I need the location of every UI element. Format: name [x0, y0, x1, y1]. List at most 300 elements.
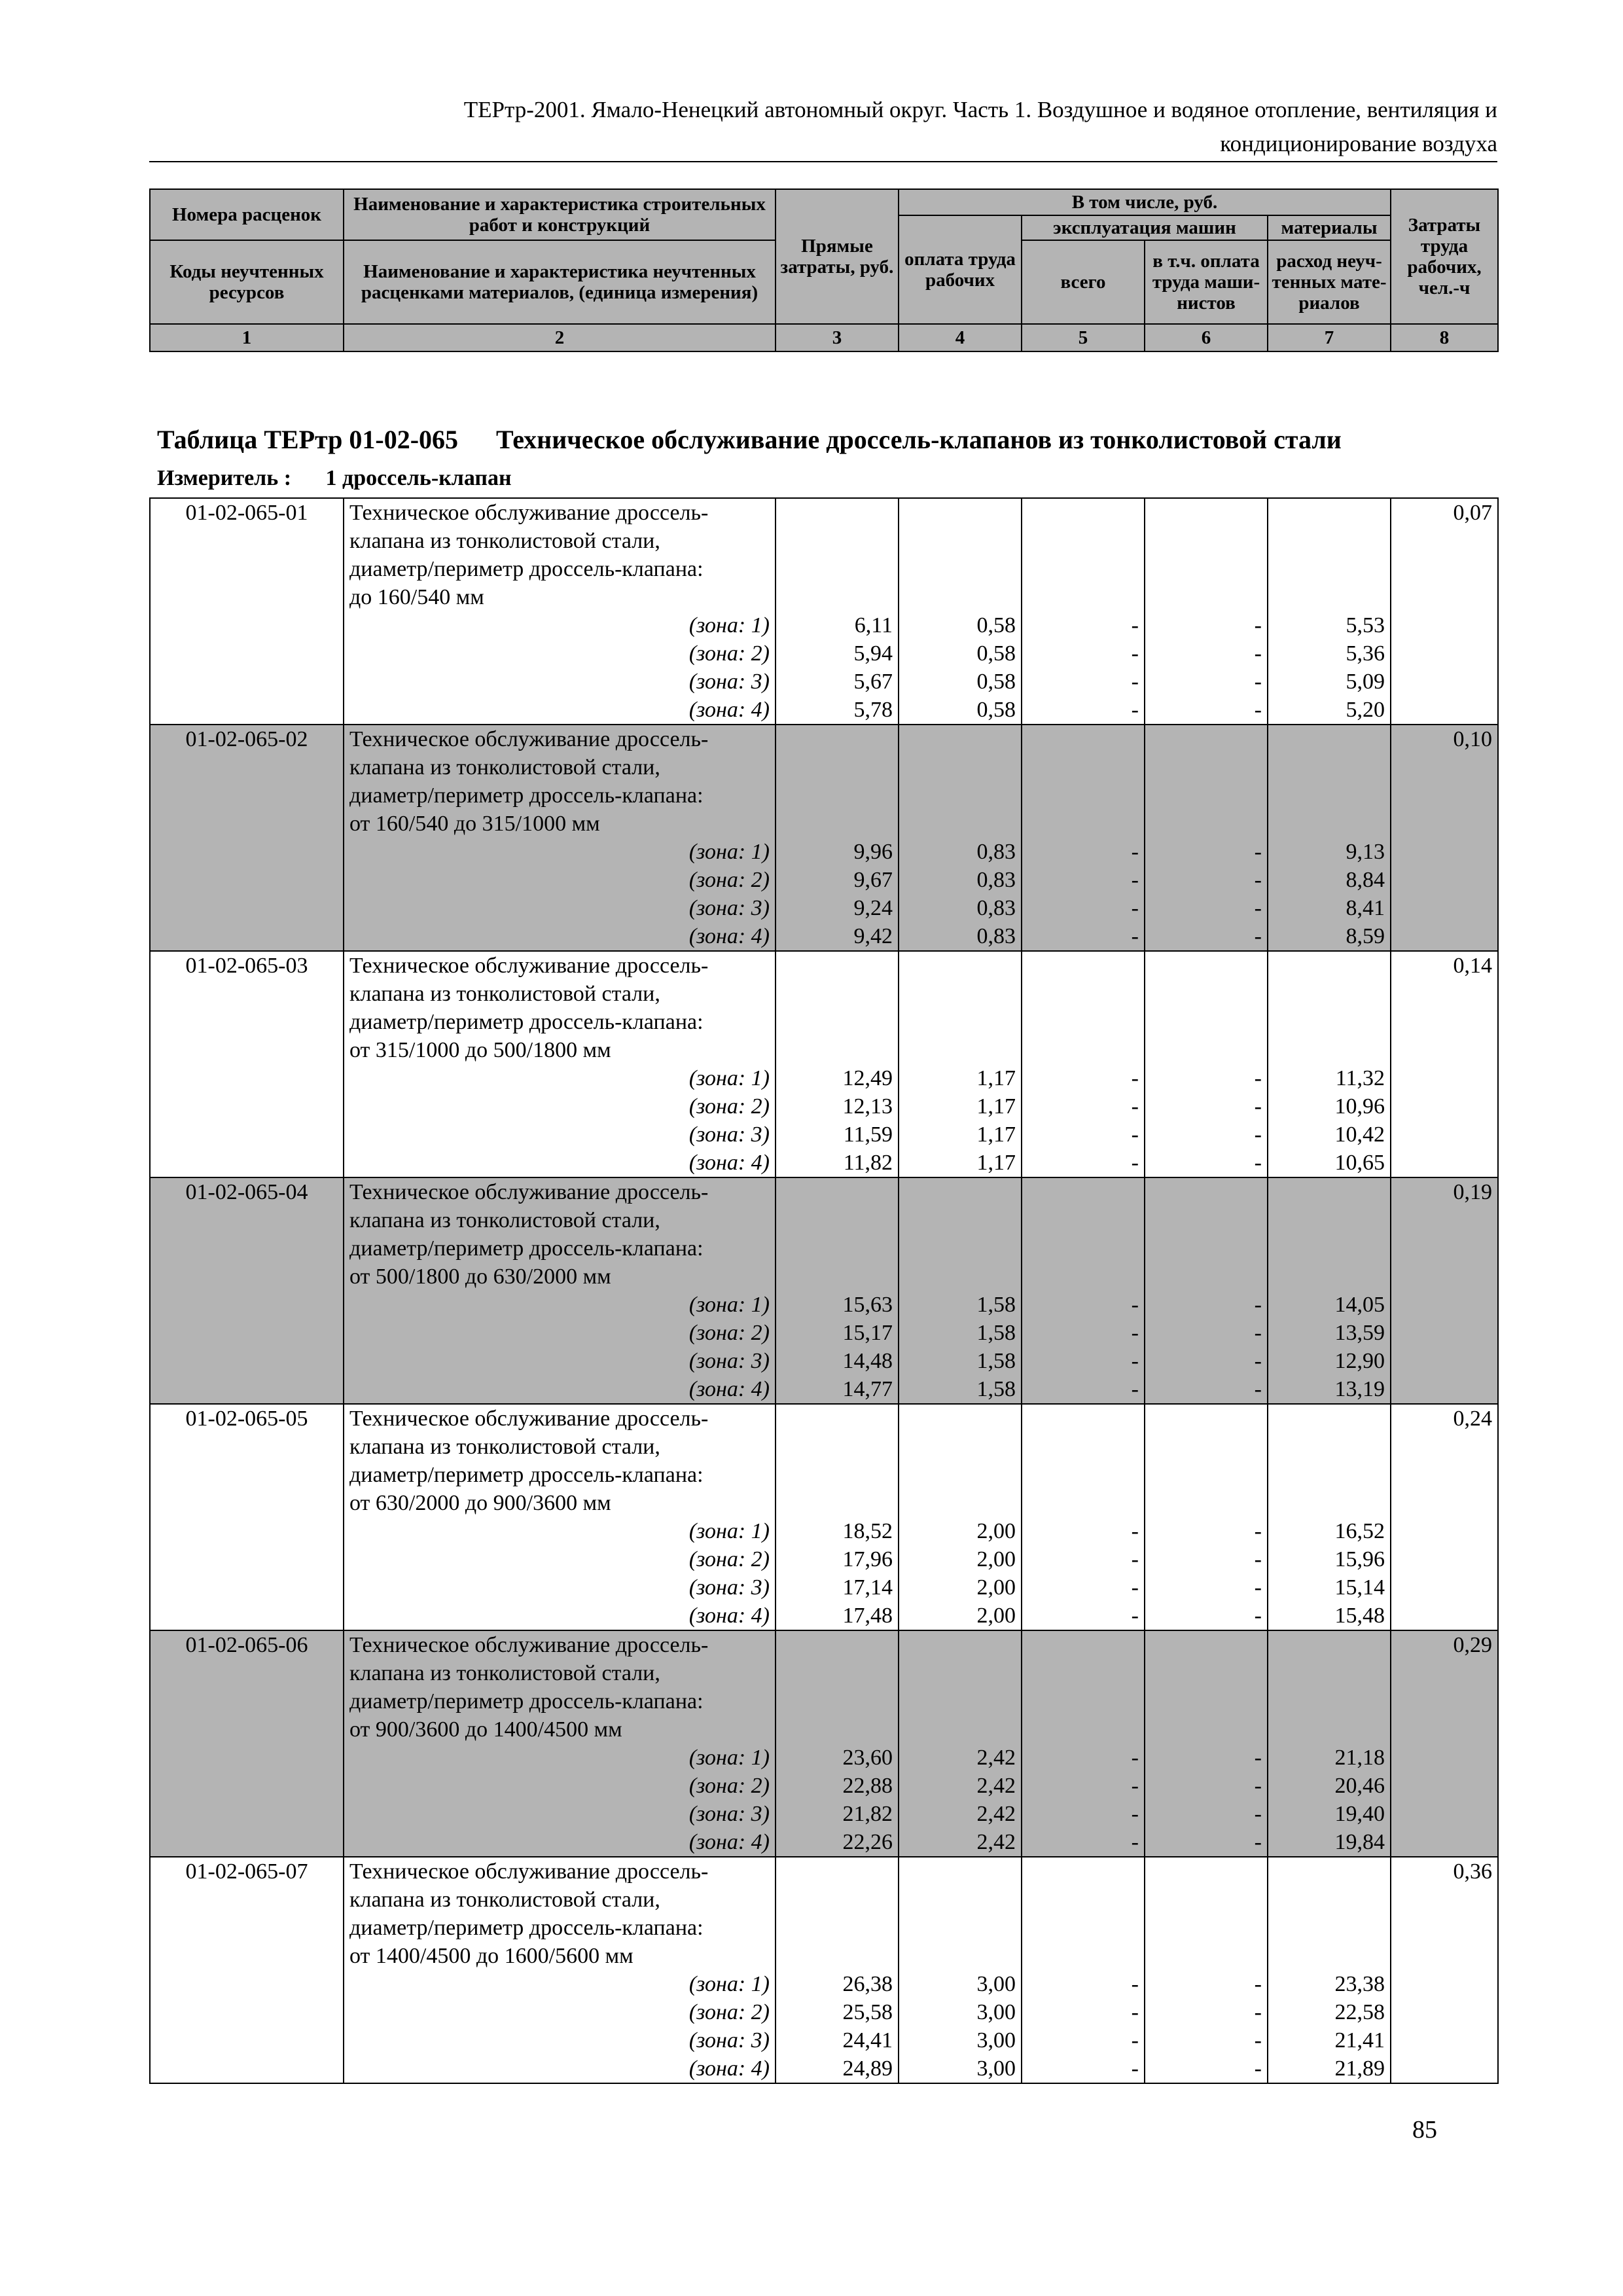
labor-pay: 3,00 [899, 1970, 1022, 1998]
materials-cost: 8,84 [1268, 866, 1391, 894]
empty-cell [776, 583, 899, 611]
labor-pay: 2,42 [899, 1800, 1022, 1828]
materials-cost: 5,53 [1268, 611, 1391, 639]
empty-cell [899, 1404, 1022, 1433]
rate-code [150, 1121, 344, 1149]
empty-cell [776, 781, 899, 810]
empty-cell [776, 1206, 899, 1234]
machinists-pay: - [1145, 639, 1268, 668]
labor-hours [1391, 611, 1498, 639]
zone-label: (зона: 1) [344, 611, 776, 639]
empty-cell [1145, 1461, 1268, 1489]
direct-costs: 9,67 [776, 866, 899, 894]
empty-cell [1145, 1489, 1268, 1517]
empty-cell [1145, 1263, 1268, 1291]
table-row [150, 1942, 1498, 1970]
machines-total: - [1022, 1772, 1145, 1800]
empty-cell [899, 1008, 1022, 1036]
labor-pay: 0,83 [899, 894, 1022, 922]
materials-cost: 8,41 [1268, 894, 1391, 922]
zone-row [150, 1092, 1498, 1121]
zone-row [150, 866, 1498, 894]
machinists-pay: - [1145, 2054, 1268, 2083]
labor-hours [1391, 1942, 1498, 1970]
rate-code [150, 1092, 344, 1121]
rate-code: 01-02-065-06 [150, 1630, 344, 1659]
direct-costs: 5,94 [776, 639, 899, 668]
materials-cost: 15,14 [1268, 1573, 1391, 1602]
labor-pay: 0,58 [899, 668, 1022, 696]
labor-hours [1391, 1970, 1498, 1998]
empty-cell [1145, 810, 1268, 838]
labor-pay: 1,58 [899, 1347, 1022, 1375]
materials-cost: 10,96 [1268, 1092, 1391, 1121]
rate-code [150, 639, 344, 668]
rate-code [150, 1800, 344, 1828]
empty-cell [1268, 527, 1391, 555]
rate-code [150, 1263, 344, 1291]
direct-costs: 22,26 [776, 1828, 899, 1857]
empty-cell [1145, 498, 1268, 527]
empty-cell [1268, 1008, 1391, 1036]
labor-hours: 0,29 [1391, 1630, 1498, 1659]
empty-cell [776, 1942, 899, 1970]
zone-row [150, 922, 1498, 951]
direct-costs: 22,88 [776, 1772, 899, 1800]
empty-cell [899, 1715, 1022, 1744]
machines-total: - [1022, 1517, 1145, 1545]
rate-description-line: диаметр/периметр дроссель-клапана: [344, 1914, 776, 1942]
labor-hours [1391, 1602, 1498, 1630]
empty-cell [776, 1886, 899, 1914]
empty-cell [1022, 1659, 1145, 1687]
empty-cell [776, 1433, 899, 1461]
empty-cell [1268, 810, 1391, 838]
zone-label: (зона: 3) [344, 1121, 776, 1149]
rate-code [150, 1517, 344, 1545]
machinists-pay: - [1145, 1772, 1268, 1800]
rate-code [150, 1659, 344, 1687]
empty-cell [1022, 498, 1145, 527]
empty-cell [1022, 1914, 1145, 1942]
labor-pay: 2,42 [899, 1744, 1022, 1772]
zone-row [150, 1800, 1498, 1828]
header-line-1: ТЕРтр-2001. Ямало-Ненецкий автономный округ. Часть 1. Воздушное и водяное отопление, вентиляция и [463, 97, 1497, 122]
rate-code [150, 611, 344, 639]
empty-cell [1022, 781, 1145, 810]
zone-label: (зона: 4) [344, 1149, 776, 1177]
direct-costs: 12,49 [776, 1064, 899, 1092]
machines-total: - [1022, 611, 1145, 639]
rate-code [150, 1461, 344, 1489]
table-row [150, 583, 1498, 611]
rate-code: 01-02-065-01 [150, 498, 344, 527]
materials-cost: 16,52 [1268, 1517, 1391, 1545]
materials-cost: 21,41 [1268, 2026, 1391, 2054]
zone-row [150, 1149, 1498, 1177]
zone-label: (зона: 1) [344, 1970, 776, 1998]
direct-costs: 9,96 [776, 838, 899, 866]
table-row [150, 1206, 1498, 1234]
rate-description-line: диаметр/периметр дроссель-клапана: [344, 781, 776, 810]
zone-label: (зона: 2) [344, 1319, 776, 1347]
rate-code [150, 922, 344, 951]
table-row [150, 1886, 1498, 1914]
empty-cell [1268, 1234, 1391, 1263]
machines-total: - [1022, 1998, 1145, 2026]
rate-code [150, 1573, 344, 1602]
empty-cell [1145, 1659, 1268, 1687]
empty-cell [899, 1036, 1022, 1064]
empty-cell [1145, 1942, 1268, 1970]
labor-hours [1391, 1489, 1498, 1517]
labor-hours [1391, 1461, 1498, 1489]
empty-cell [899, 1263, 1022, 1291]
zone-row [150, 2026, 1498, 2054]
table-row [150, 1263, 1498, 1291]
rate-code [150, 1998, 344, 2026]
materials-cost: 19,40 [1268, 1800, 1391, 1828]
column-number: 4 [899, 324, 1022, 351]
empty-cell [1022, 1886, 1145, 1914]
empty-cell [1022, 1461, 1145, 1489]
machinists-pay: - [1145, 922, 1268, 951]
rate-code [150, 1347, 344, 1375]
empty-cell [899, 1886, 1022, 1914]
empty-cell [776, 1857, 899, 1886]
labor-hours [1391, 1914, 1498, 1942]
measure-label: Измеритель : [157, 466, 292, 490]
empty-cell [1022, 951, 1145, 980]
header-resource-name: Наименование и характеристика неучтенных расценками материалов, (единица измерения) [344, 240, 776, 324]
machines-total: - [1022, 1828, 1145, 1857]
direct-costs: 9,24 [776, 894, 899, 922]
zone-label: (зона: 3) [344, 1800, 776, 1828]
machines-total: - [1022, 1121, 1145, 1149]
materials-cost: 22,58 [1268, 1998, 1391, 2026]
empty-cell [776, 1461, 899, 1489]
zone-label: (зона: 4) [344, 922, 776, 951]
rate-group [150, 1404, 1498, 1630]
zone-row [150, 1517, 1498, 1545]
labor-pay: 0,58 [899, 696, 1022, 725]
table-row [150, 1715, 1498, 1744]
rate-code [150, 1206, 344, 1234]
empty-cell [1022, 1263, 1145, 1291]
labor-pay: 1,58 [899, 1375, 1022, 1404]
empty-cell [1268, 1433, 1391, 1461]
rate-description-line: клапана из тонколистовой стали, [344, 753, 776, 781]
empty-cell [1268, 951, 1391, 980]
machines-total: - [1022, 1319, 1145, 1347]
empty-cell [776, 1177, 899, 1206]
labor-hours [1391, 527, 1498, 555]
direct-costs: 24,41 [776, 2026, 899, 2054]
column-number: 7 [1268, 324, 1391, 351]
rate-code [150, 838, 344, 866]
machines-total: - [1022, 1064, 1145, 1092]
labor-hours [1391, 1573, 1498, 1602]
empty-cell [1145, 753, 1268, 781]
rate-description-line: от 160/540 до 315/1000 мм [344, 810, 776, 838]
rate-code [150, 2054, 344, 2083]
zone-label: (зона: 3) [344, 894, 776, 922]
column-number: 5 [1022, 324, 1145, 351]
table-row [150, 1489, 1498, 1517]
table-row [150, 951, 1498, 980]
rate-description-line: Техническое обслуживание дроссель- [344, 951, 776, 980]
empty-cell [1022, 555, 1145, 583]
labor-hours [1391, 1149, 1498, 1177]
empty-cell [1022, 753, 1145, 781]
zone-row [150, 1573, 1498, 1602]
empty-cell [1022, 1036, 1145, 1064]
zone-label: (зона: 2) [344, 1545, 776, 1573]
zone-row [150, 611, 1498, 639]
rate-code [150, 1291, 344, 1319]
header-machines-total: всего [1022, 240, 1145, 324]
empty-cell [1145, 1914, 1268, 1942]
labor-hours [1391, 1886, 1498, 1914]
machines-total: - [1022, 1545, 1145, 1573]
empty-cell [1268, 1036, 1391, 1064]
labor-hours [1391, 753, 1498, 781]
table-row [150, 781, 1498, 810]
labor-hours: 0,36 [1391, 1857, 1498, 1886]
materials-cost: 10,42 [1268, 1121, 1391, 1149]
materials-cost: 14,05 [1268, 1291, 1391, 1319]
direct-costs: 11,82 [776, 1149, 899, 1177]
materials-cost: 20,46 [1268, 1772, 1391, 1800]
labor-hours [1391, 555, 1498, 583]
table-row [150, 498, 1498, 527]
zone-row [150, 1772, 1498, 1800]
rate-group [150, 725, 1498, 951]
labor-hours: 0,10 [1391, 725, 1498, 753]
empty-cell [776, 1263, 899, 1291]
machinists-pay: - [1145, 1064, 1268, 1092]
empty-cell [899, 980, 1022, 1008]
empty-cell [899, 1857, 1022, 1886]
empty-cell [776, 810, 899, 838]
rate-description-line: клапана из тонколистовой стали, [344, 527, 776, 555]
labor-pay: 1,17 [899, 1064, 1022, 1092]
direct-costs: 26,38 [776, 1970, 899, 1998]
rates-table [149, 497, 1499, 2084]
machinists-pay: - [1145, 1998, 1268, 2026]
empty-cell [776, 1659, 899, 1687]
labor-hours: 0,07 [1391, 498, 1498, 527]
direct-costs: 17,14 [776, 1573, 899, 1602]
direct-costs: 15,63 [776, 1291, 899, 1319]
empty-cell [899, 1489, 1022, 1517]
table-row [150, 810, 1498, 838]
labor-hours [1391, 1772, 1498, 1800]
header-rate-numbers: Номера расценок [150, 189, 344, 240]
table-row [150, 1630, 1498, 1659]
labor-hours [1391, 1206, 1498, 1234]
rate-description-line: до 160/540 мм [344, 583, 776, 611]
machinists-pay: - [1145, 1602, 1268, 1630]
direct-costs: 12,13 [776, 1092, 899, 1121]
column-number: 6 [1145, 324, 1268, 351]
rate-description-line: от 500/1800 до 630/2000 мм [344, 1263, 776, 1291]
labor-hours: 0,14 [1391, 951, 1498, 980]
labor-pay: 2,00 [899, 1545, 1022, 1573]
labor-pay: 0,58 [899, 611, 1022, 639]
column-number: 8 [1391, 324, 1498, 351]
direct-costs: 6,11 [776, 611, 899, 639]
empty-cell [1268, 1263, 1391, 1291]
empty-cell [1022, 1177, 1145, 1206]
rate-description-line: Техническое обслуживание дроссель- [344, 1630, 776, 1659]
labor-hours [1391, 810, 1498, 838]
empty-cell [899, 1630, 1022, 1659]
empty-cell [899, 498, 1022, 527]
labor-pay: 2,42 [899, 1772, 1022, 1800]
table-row [150, 1036, 1498, 1064]
zone-row [150, 894, 1498, 922]
machinists-pay: - [1145, 1375, 1268, 1404]
rate-code [150, 810, 344, 838]
empty-cell [1145, 980, 1268, 1008]
header-direct-costs: Прямые затраты, руб. [776, 189, 899, 324]
machines-total: - [1022, 639, 1145, 668]
direct-costs: 21,82 [776, 1800, 899, 1828]
rate-code [150, 2026, 344, 2054]
labor-pay: 1,17 [899, 1149, 1022, 1177]
empty-cell [1022, 1715, 1145, 1744]
empty-cell [899, 725, 1022, 753]
materials-cost: 12,90 [1268, 1347, 1391, 1375]
labor-pay: 0,83 [899, 922, 1022, 951]
rate-group [150, 951, 1498, 1177]
rate-group [150, 1177, 1498, 1404]
materials-cost: 19,84 [1268, 1828, 1391, 1857]
empty-cell [1145, 1886, 1268, 1914]
empty-cell [899, 1942, 1022, 1970]
labor-pay: 2,00 [899, 1602, 1022, 1630]
rate-description-line: Техническое обслуживание дроссель- [344, 725, 776, 753]
empty-cell [776, 1008, 899, 1036]
empty-cell [1268, 1489, 1391, 1517]
empty-cell [899, 1234, 1022, 1263]
rate-description-line: клапана из тонколистовой стали, [344, 1659, 776, 1687]
empty-cell [1022, 810, 1145, 838]
labor-hours [1391, 583, 1498, 611]
column-number: 2 [344, 324, 776, 351]
machinists-pay: - [1145, 894, 1268, 922]
empty-cell [1268, 1886, 1391, 1914]
rate-description-line: от 1400/4500 до 1600/5600 мм [344, 1942, 776, 1970]
header-labor-costs: Затраты труда рабочих, чел.-ч [1391, 189, 1498, 324]
rate-code [150, 1886, 344, 1914]
machinists-pay: - [1145, 866, 1268, 894]
labor-hours [1391, 1687, 1498, 1715]
table-row [150, 1687, 1498, 1715]
empty-cell [1145, 1630, 1268, 1659]
machines-total: - [1022, 1744, 1145, 1772]
empty-cell [1268, 1461, 1391, 1489]
empty-cell [1145, 1715, 1268, 1744]
zone-label: (зона: 2) [344, 639, 776, 668]
empty-cell [1022, 1857, 1145, 1886]
zone-row [150, 1998, 1498, 2026]
materials-cost: 13,59 [1268, 1319, 1391, 1347]
zone-label: (зона: 2) [344, 1998, 776, 2026]
table-row [150, 527, 1498, 555]
rate-description-line: клапана из тонколистовой стали, [344, 1886, 776, 1914]
table-row [150, 1461, 1498, 1489]
rate-description-line: Техническое обслуживание дроссель- [344, 1177, 776, 1206]
rate-code [150, 1715, 344, 1744]
empty-cell [1268, 753, 1391, 781]
zone-label: (зона: 2) [344, 1092, 776, 1121]
machinists-pay: - [1145, 1319, 1268, 1347]
machines-total: - [1022, 1800, 1145, 1828]
table-title [157, 424, 1342, 455]
materials-cost: 23,38 [1268, 1970, 1391, 1998]
rate-description-line: диаметр/периметр дроссель-клапана: [344, 1234, 776, 1263]
zone-row [150, 1319, 1498, 1347]
machinists-pay: - [1145, 1828, 1268, 1857]
machines-total: - [1022, 1347, 1145, 1375]
labor-pay: 2,42 [899, 1828, 1022, 1857]
empty-cell [1268, 725, 1391, 753]
rate-code: 01-02-065-07 [150, 1857, 344, 1886]
empty-cell [899, 1659, 1022, 1687]
materials-cost: 15,48 [1268, 1602, 1391, 1630]
direct-costs: 17,48 [776, 1602, 899, 1630]
zone-row [150, 1064, 1498, 1092]
header-materials: материалы [1268, 215, 1391, 240]
rate-description-line: диаметр/периметр дроссель-клапана: [344, 1687, 776, 1715]
zone-row [150, 668, 1498, 696]
empty-cell [1268, 1942, 1391, 1970]
labor-hours [1391, 1998, 1498, 2026]
labor-hours [1391, 1659, 1498, 1687]
rate-code [150, 1375, 344, 1404]
machinists-pay: - [1145, 1744, 1268, 1772]
zone-row [150, 1744, 1498, 1772]
table-row [150, 1234, 1498, 1263]
empty-cell [1145, 781, 1268, 810]
empty-cell [1022, 1008, 1145, 1036]
zone-label: (зона: 4) [344, 1375, 776, 1404]
empty-cell [1145, 1857, 1268, 1886]
labor-hours [1391, 1008, 1498, 1036]
empty-cell [1268, 1857, 1391, 1886]
machinists-pay: - [1145, 1517, 1268, 1545]
rate-code [150, 1942, 344, 1970]
machines-total: - [1022, 1375, 1145, 1404]
labor-pay: 1,17 [899, 1092, 1022, 1121]
rate-code [150, 583, 344, 611]
table-row [150, 1914, 1498, 1942]
labor-hours [1391, 1800, 1498, 1828]
empty-cell [776, 1036, 899, 1064]
labor-hours [1391, 894, 1498, 922]
machinists-pay: - [1145, 696, 1268, 725]
empty-cell [776, 725, 899, 753]
empty-cell [1268, 1715, 1391, 1744]
machinists-pay: - [1145, 1092, 1268, 1121]
labor-hours [1391, 1234, 1498, 1263]
empty-cell [1022, 725, 1145, 753]
rate-code: 01-02-065-02 [150, 725, 344, 753]
labor-hours [1391, 1715, 1498, 1744]
rate-code [150, 1036, 344, 1064]
